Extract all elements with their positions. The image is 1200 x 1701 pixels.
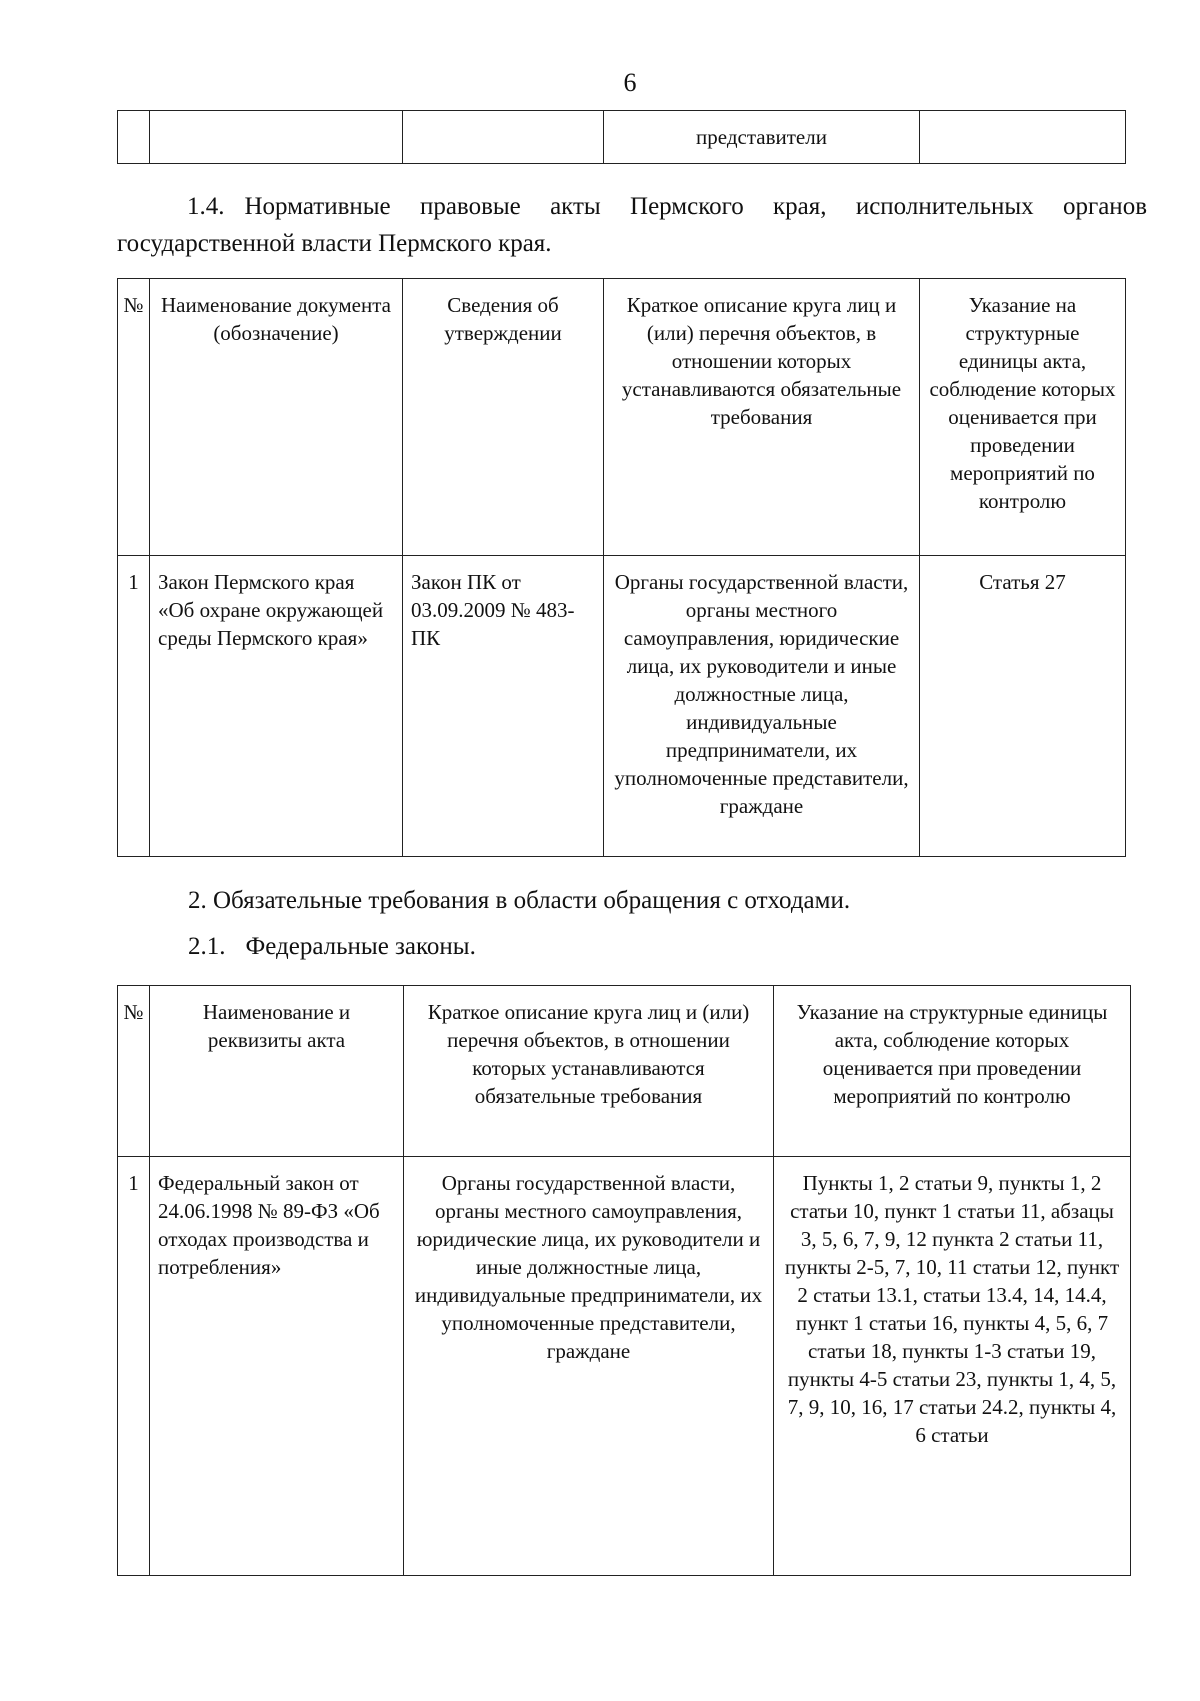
section-heading-2 [188,882,850,919]
table-row [118,111,1126,164]
row-number: 1 [118,1157,150,1576]
table-cell [118,111,150,164]
row-document-name: Закон Пермского края «Об охране окружающей среды Пермского края» [150,556,403,857]
row-act-name: Федеральный закон от 24.06.1998 № 89-ФЗ «Об отходах производства и потребления» [150,1157,404,1576]
row-number: 1 [118,556,150,857]
table-cell [403,111,604,164]
page-number: 6 [623,68,637,97]
section-title: Федеральные законы. [245,933,476,960]
header-number: № [118,279,150,556]
federal-laws-table [117,985,1131,1576]
header-approval: Сведения об утверждении [403,279,604,556]
header-number: № [118,986,150,1157]
section-title: Нормативные правовые акты Пермского края, исполнительных органов государственной власти Пермского края. [117,193,1147,257]
table-row [118,1157,1131,1576]
row-approval: Закон ПК от 03.09.2009 № 483-ПК [403,556,604,857]
header-act-name: Наименование и реквизиты акта [150,986,404,1157]
section-title: Обязательные требования в области обращения с отходами. [213,887,851,914]
row-description: Органы государственной власти, органы местного самоуправления, юридические лица, их руководители и иные должностные лица, индивидуальные предприниматели, их уполномоченные представители, граждане [604,556,920,857]
header-description: Краткое описание круга лиц и (или) перечня объектов, в отношении которых устанавливаются обязательные требования [404,986,774,1157]
section-number: 1.4. [187,193,225,220]
row-structural-units: Статья 27 [920,556,1126,857]
table-row [118,556,1126,857]
table-header-row [118,279,1126,556]
header-structural-units: Указание на структурные единицы акта, соблюдение которых оценивается при проведении мероприятий по контролю [920,279,1126,556]
header-document-name: Наименование документа (обозначение) [150,279,403,556]
regional-acts-table [117,278,1126,857]
table-cell [150,111,403,164]
header-structural-units: Указание на структурные единицы акта, соблюдение которых оценивается при проведении мероприятий по контролю [774,986,1131,1157]
continued-table-fragment [117,110,1126,164]
row-structural-units: Пункты 1, 2 статьи 9, пункты 1, 2 статьи 10, пункт 1 статьи 11, абзацы 3, 5, 6, 7, 9, 12 пункта 2 статьи 11, пункты 2-5, 7, 10, 11 статьи 12, пункт 2 статьи 13.1, статьи 13.4, 14, 14.4, пункт 1 статьи 16, пункты 4, 5, 6, 7 статьи 18, пункты 1-3 статьи 19, пункты 4-5 статьи 23, пункты 1, 4, 5, 7, 9, 10, 16, 17 статьи 24.2, пункты 4, 6 статьи [774,1157,1131,1576]
section-heading-2-1 [188,928,476,965]
section-heading-1-4 [117,188,1147,262]
row-description: Органы государственной власти, органы местного самоуправления, юридические лица, их руководители и иные должностные лица, индивидуальные предприниматели, их уполномоченные представители, граждане [404,1157,774,1576]
section-number: 2.1. [188,933,226,960]
header-description: Краткое описание круга лиц и (или) перечня объектов, в отношении которых устанавливаются обязательные требования [604,279,920,556]
table-header-row [118,986,1131,1157]
table-cell [920,111,1126,164]
section-number: 2. [188,887,207,914]
table-cell: представители [604,111,920,164]
